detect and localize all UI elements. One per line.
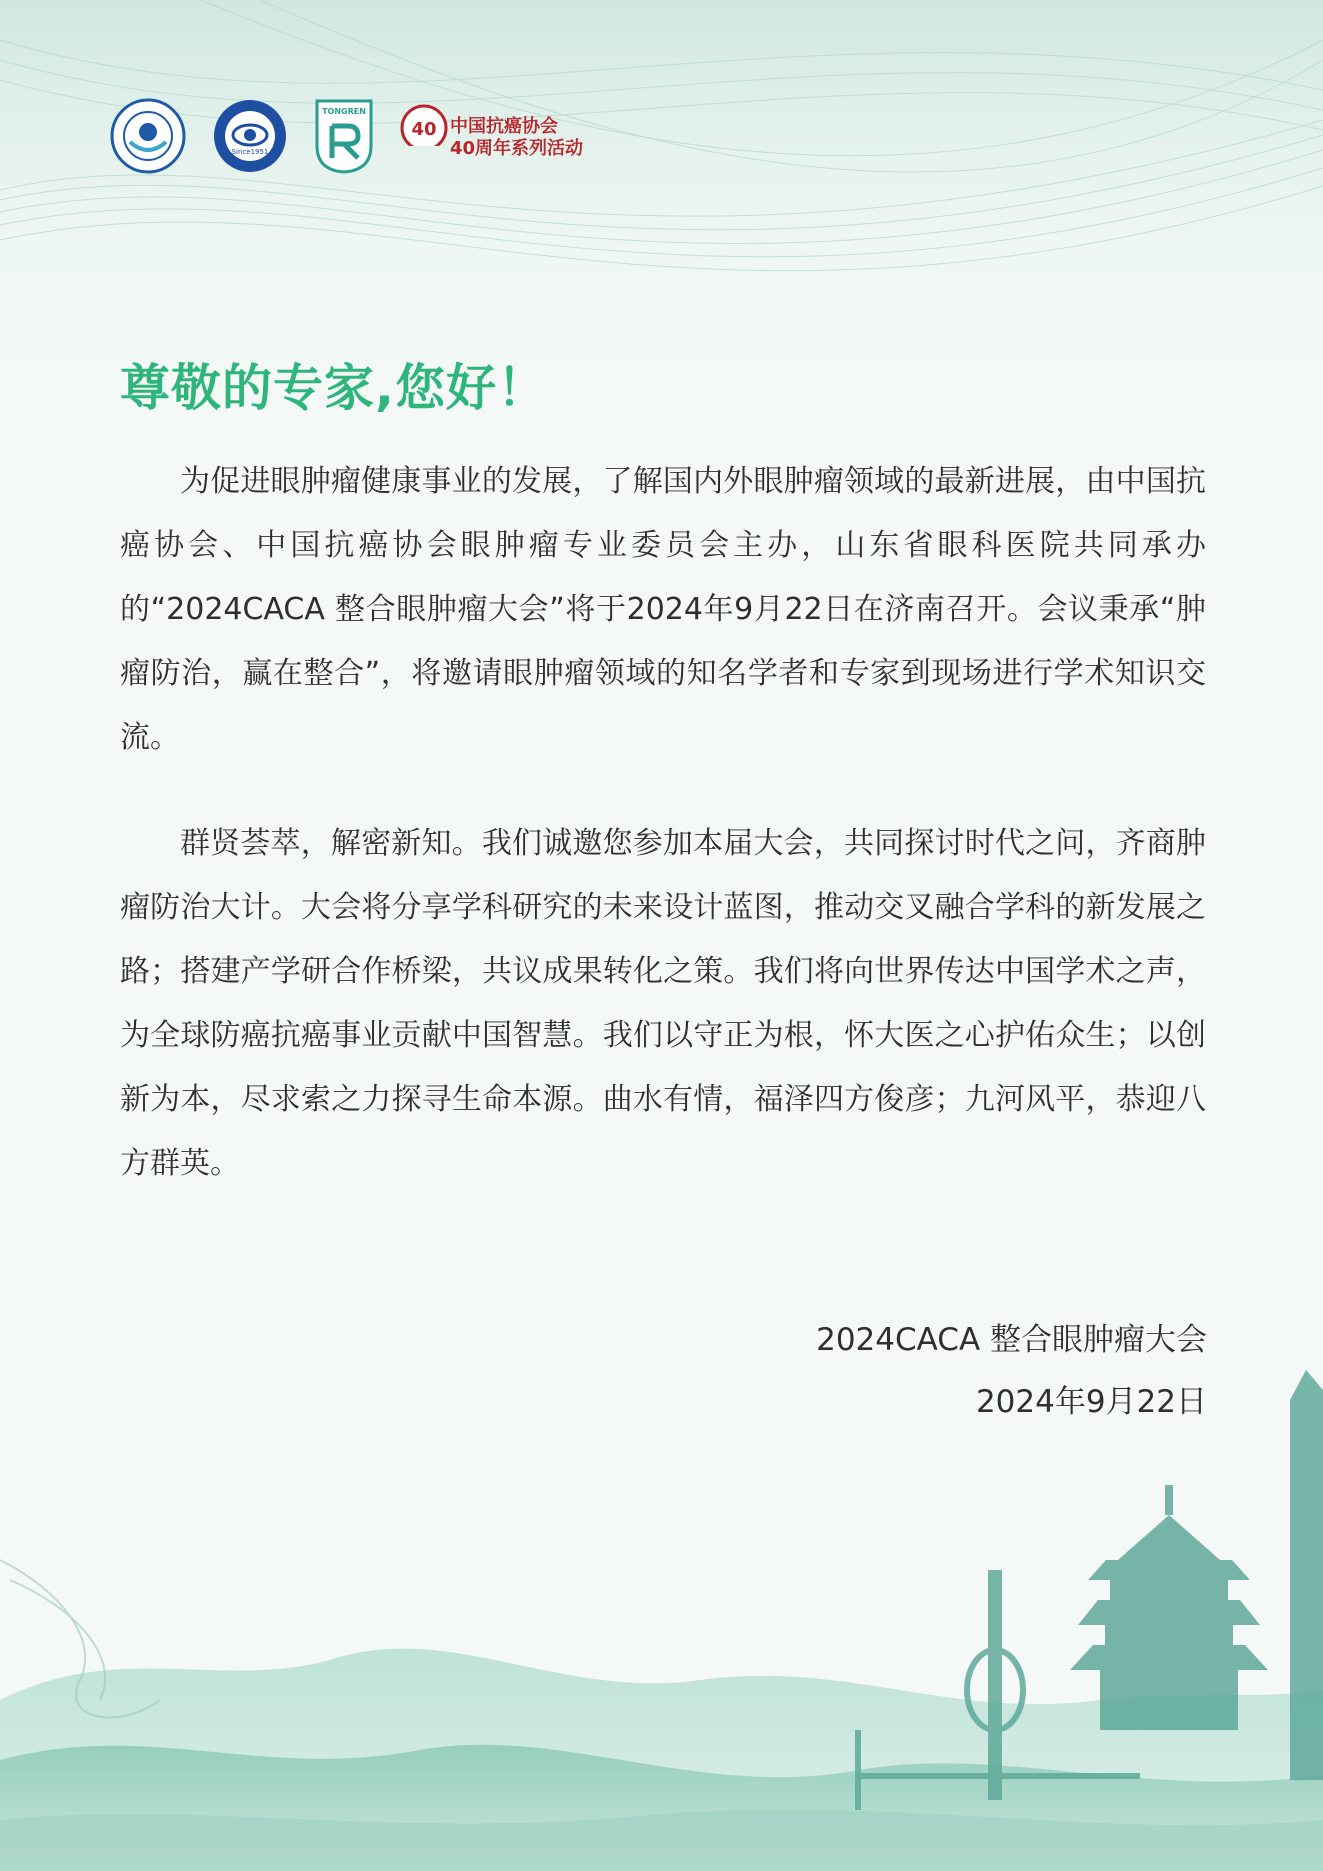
signature-organization: 2024CACA 整合眼肿瘤大会 <box>816 1322 1207 1358</box>
caca-40th-logo-text <box>450 116 583 160</box>
caca-40th-line2: 40周年系列活动 <box>450 138 584 159</box>
china-anticancer-association-logo <box>110 98 186 174</box>
signature-date: 2024年9月22日 <box>975 1384 1207 1420</box>
caca-40th-emblem-icon <box>400 98 448 146</box>
body-paragraph-2: 群贤荟萃，解密新知。我们诚邀您参加本届大会，共同探讨时代之问，齐商肿瘤防治大计。大会将分享学科研究的未来设计蓝图，推动交叉融合学科的新发展之路；搭建产学研合作桥梁，共议成果转化之策。我们将向世界传达中国学术之声，为全球防癌抗癌事业贡献中国智慧。我们以守正为根，怀大医之心护佑众生；以创新为本，尽求索之力探寻生命本源。曲水有情，福泽四方俊彦；九河风平，恭迎八方群英。 <box>120 826 1206 1181</box>
eye-hospital-logo <box>212 98 288 174</box>
body-paragraph-1: 为促进眼肿瘤健康事业的发展，了解国内外眼肿瘤领域的最新进展，由中国抗癌协会、中国抗癌协会眼肿瘤专业委员会主办，山东省眼科医院共同承办的“2024CACA 整合眼肿瘤大会”将于2024年9月22日在济南召开。会议秉承“肿瘤防治，赢在整合”，将邀请眼肿瘤领域的知名学者和专家到现场进行学术知识交流。 <box>120 464 1206 755</box>
caca-40th-line1: 中国抗癌协会 <box>450 116 558 137</box>
svg-text:40: 40 <box>411 119 437 140</box>
greeting-heading: 尊敬的专家,您好！ <box>120 359 548 417</box>
tongren-logo <box>314 98 374 174</box>
svg-text:Since1951: Since1951 <box>231 148 269 156</box>
svg-text:TONGREN: TONGREN <box>322 107 366 116</box>
